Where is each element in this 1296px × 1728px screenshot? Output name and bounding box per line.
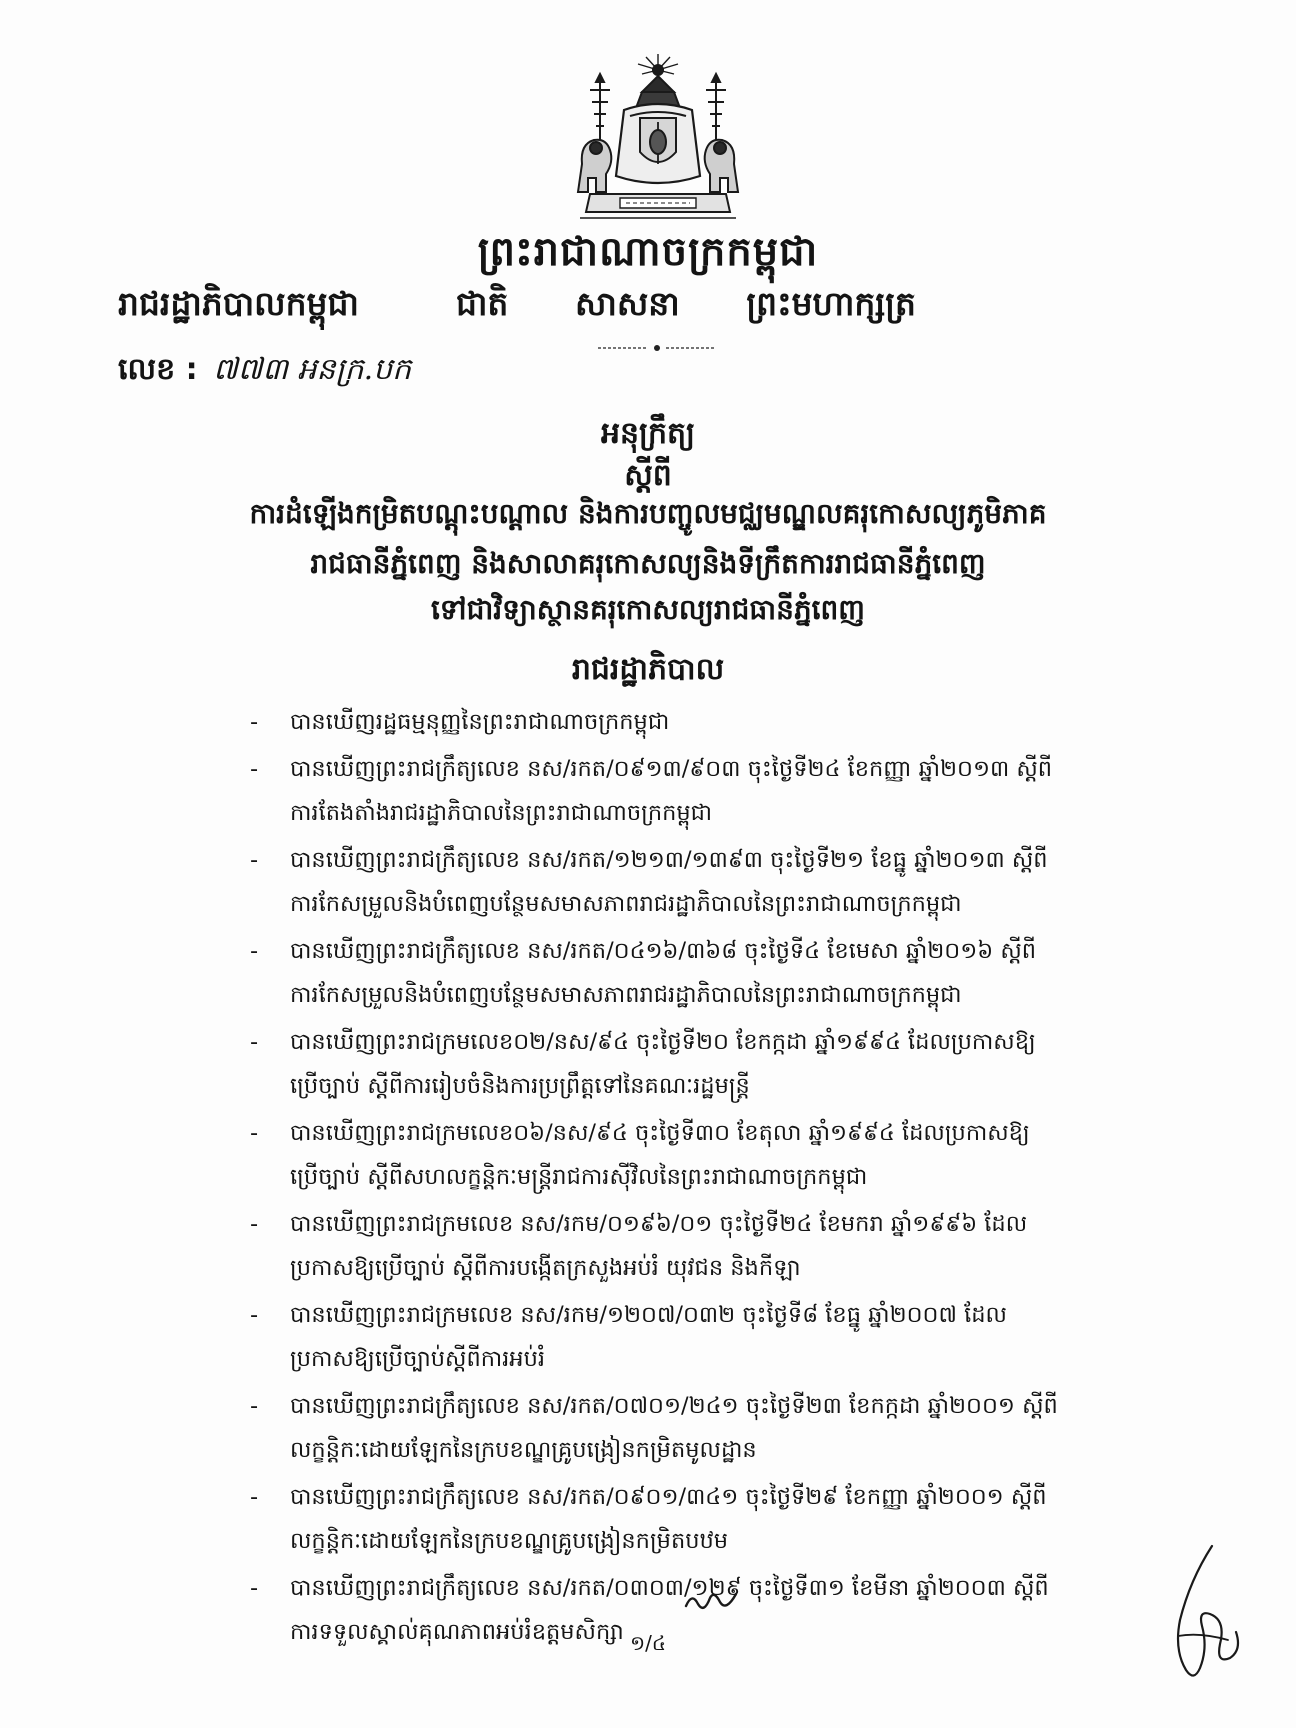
divider-ornament bbox=[598, 344, 716, 352]
list-item-text: បានឃើញព្រះរាជក្រឹត្យលេខ នស/រកត/០៤១៦/៣៦៨ ចុះថ្ងៃទី៤ ខែមេសា ឆ្នាំ២០១៦ ស្តីពី bbox=[290, 938, 1037, 964]
list-item-text: បានឃើញព្រះរាជក្រមលេខ នស/រកម/០១៩៦/០១ ចុះថ្ងៃទី២៤ ខែមករា ឆ្នាំ១៩៩៦ ដែល bbox=[290, 1211, 1028, 1237]
list-item-text: ប្រើច្បាប់ ស្តីពីសហលក្ខន្តិកៈមន្ត្រីរាជការស៊ីវិលនៃព្រះរាជាណាចក្រកម្ពុជា bbox=[290, 1164, 868, 1190]
legal-basis-list bbox=[250, 700, 1150, 1657]
list-item-text: បានឃើញព្រះរាជក្រឹត្យលេខ នស/រកត/០៩១៣/៩០៣ ចុះថ្ងៃទី២៤ ខែកញ្ញា ឆ្នាំ២០១៣ ស្តីពី bbox=[290, 756, 1053, 782]
list-item-text: លក្ខន្តិកៈដោយឡែកនៃក្របខណ្ឌគ្រូបង្រៀនកម្រិតបឋម bbox=[290, 1528, 729, 1554]
list-item bbox=[250, 929, 1150, 1017]
list-item-text: បានឃើញព្រះរាជក្រឹត្យលេខ នស/រកត/០៣០៣/១២៩ ចុះថ្ងៃទី៣១ ខែមីនា ឆ្នាំ២០០៣ ស្តីពី bbox=[290, 1575, 1049, 1601]
list-bullet: - bbox=[250, 1484, 259, 1510]
issuing-authority-heading: រាជរដ្ឋាភិបាល bbox=[571, 652, 725, 687]
list-item bbox=[250, 1293, 1150, 1381]
document-subject-line: ទៅជាវិទ្យាស្ថានគរុកោសល្យរាជធានីភ្នំពេញ bbox=[431, 593, 865, 626]
document-number-label: លេខ : bbox=[118, 352, 198, 387]
list-item-text: បានឃើញរដ្ឋធម្មនុញ្ញនៃព្រះរាជាណាចក្រកម្ពុជា bbox=[290, 709, 670, 735]
list-item-text: បានឃើញព្រះរាជក្រមលេខ នស/រកម/១២០៧/០៣២ ចុះថ្ងៃទី៨ ខែធ្នូ ឆ្នាំ២០០៧ ដែល bbox=[290, 1302, 1007, 1328]
list-item bbox=[250, 1202, 1150, 1290]
list-item-text: បានឃើញព្រះរាជក្រមលេខ០២/នស/៩៤ ចុះថ្ងៃទី២០ ខែកក្កដា ឆ្នាំ១៩៩៤ ដែលប្រកាសឱ្យ bbox=[290, 1029, 1036, 1055]
list-item-text: បានឃើញព្រះរាជក្រឹត្យលេខ នស/រកត/១២១៣/១៣៩៣ ចុះថ្ងៃទី២១ ខែធ្នូ ឆ្នាំ២០១៣ ស្តីពី bbox=[290, 847, 1048, 873]
motto-nation: ជាតិ bbox=[456, 284, 509, 323]
list-bullet: - bbox=[250, 1575, 259, 1601]
list-item bbox=[250, 1020, 1150, 1108]
handwritten-signature-mark bbox=[1150, 1540, 1250, 1690]
list-bullet: - bbox=[250, 1302, 259, 1328]
list-item bbox=[250, 700, 1150, 744]
list-item bbox=[250, 747, 1150, 835]
list-item-text: លក្ខន្តិកៈដោយឡែកនៃក្របខណ្ឌគ្រូបង្រៀនកម្រិតមូលដ្ឋាន bbox=[290, 1437, 757, 1463]
handwritten-initials-mark bbox=[682, 1588, 740, 1614]
issuing-government-name: រាជរដ្ឋាភិបាលកម្ពុជា bbox=[118, 284, 359, 323]
motto-king: ព្រះមហាក្សត្រ bbox=[746, 284, 916, 323]
list-bullet: - bbox=[250, 938, 259, 964]
list-item-text: ការទទួលស្គាល់គុណភាពអប់រំឧត្តមសិក្សា bbox=[290, 1619, 624, 1645]
list-bullet: - bbox=[250, 1393, 259, 1419]
list-bullet: - bbox=[250, 1120, 259, 1146]
document-about: ស្តីពី bbox=[624, 458, 672, 493]
list-item-text: ការតែងតាំងរាជរដ្ឋាភិបាលនៃព្រះរាជាណាចក្រកម្ពុជា bbox=[290, 800, 713, 826]
list-item bbox=[250, 1384, 1150, 1472]
list-item-text: ប្រើច្បាប់ ស្តីពីការរៀបចំនិងការប្រព្រឹត្តទៅនៃគណៈរដ្ឋមន្ត្រី bbox=[290, 1073, 750, 1099]
list-item-text: ប្រកាសឱ្យប្រើច្បាប់ ស្តីពីការបង្កើតក្រសួងអប់រំ យុវជន និងកីឡា bbox=[290, 1255, 801, 1281]
document-number-value: ៧៧៣ អនក្រ.បក bbox=[213, 352, 412, 387]
list-bullet: - bbox=[250, 709, 259, 735]
list-item-text: ប្រកាសឱ្យប្រើច្បាប់ស្តីពីការអប់រំ bbox=[290, 1346, 545, 1372]
list-bullet: - bbox=[250, 1029, 259, 1055]
document-subject-line: ការដំឡើងកម្រិតបណ្តុះបណ្តាល និងការបញ្ចូលមជ្ឈមណ្ឌលគរុកោសល្យភូមិភាគ bbox=[249, 497, 1047, 530]
list-item bbox=[250, 1475, 1150, 1563]
list-bullet: - bbox=[250, 847, 259, 873]
kingdom-title: ព្រះរាជាណាចក្រកម្ពុជា bbox=[477, 229, 819, 275]
royal-coat-of-arms-emblem bbox=[560, 52, 756, 224]
national-motto bbox=[456, 284, 916, 332]
list-bullet: - bbox=[250, 756, 259, 782]
document-subject-line: រាជធានីភ្នំពេញ និងសាលាគរុកោសល្យនិងទីក្រឹតការរាជធានីភ្នំពេញ bbox=[310, 547, 986, 580]
list-item-text: បានឃើញព្រះរាជក្រឹត្យលេខ នស/រកត/០៩០១/៣៤១ ចុះថ្ងៃទី២៩ ខែកញ្ញា ឆ្នាំ២០០១ ស្តីពី bbox=[290, 1484, 1047, 1510]
motto-religion: សាសនា bbox=[574, 284, 680, 323]
list-item-text: បានឃើញព្រះរាជក្រមលេខ០៦/នស/៩៤ ចុះថ្ងៃទី៣០ ខែតុលា ឆ្នាំ១៩៩៤ ដែលប្រកាសឱ្យ bbox=[290, 1120, 1030, 1146]
list-bullet: - bbox=[250, 1211, 259, 1237]
document-number bbox=[118, 350, 411, 394]
list-item bbox=[250, 1111, 1150, 1199]
list-item-text: ការកែសម្រួលនិងបំពេញបន្ថែមសមាសភាពរាជរដ្ឋាភិបាលនៃព្រះរាជាណាចក្រកម្ពុជា bbox=[290, 982, 962, 1008]
list-item-text: បានឃើញព្រះរាជក្រឹត្យលេខ នស/រកត/០៧០១/២៤១ ចុះថ្ងៃទី២៣ ខែកក្កដា ឆ្នាំ២០០១ ស្តីពី bbox=[290, 1393, 1058, 1419]
list-item-text: ការកែសម្រួលនិងបំពេញបន្ថែមសមាសភាពរាជរដ្ឋាភិបាលនៃព្រះរាជាណាចក្រកម្ពុជា bbox=[290, 891, 962, 917]
document-type: អនុក្រឹត្យ bbox=[600, 416, 696, 451]
list-item bbox=[250, 838, 1150, 926]
page-number: ១/៤ bbox=[629, 1631, 667, 1655]
